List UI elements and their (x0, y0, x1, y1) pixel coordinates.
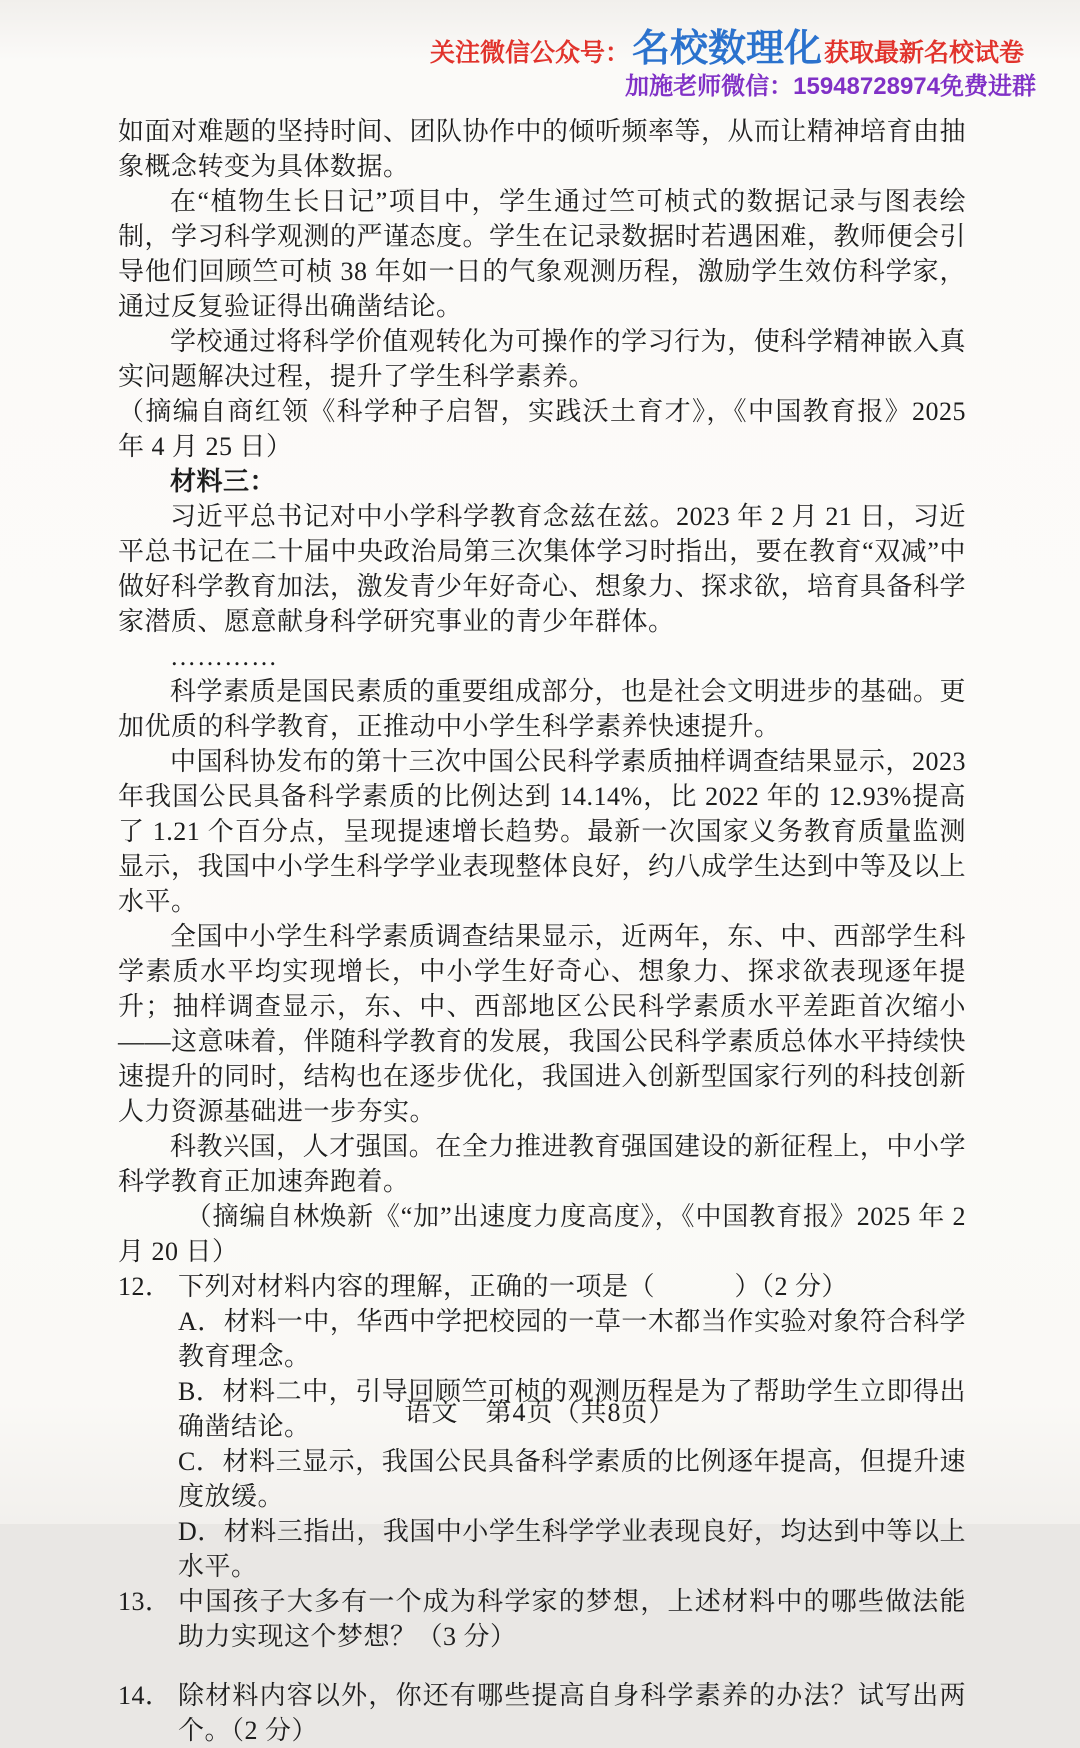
promo-suffix-label: 获取最新名校试卷 (824, 39, 1025, 67)
question-text: 除材料内容以外，你还有哪些提高自身科学素养的办法？试写出两个。（2 分） (178, 1681, 966, 1745)
question (118, 1678, 966, 1748)
promo-prefix-label: 关注微信公众号： (430, 39, 631, 67)
paragraph: 如面对难题的坚持时间、团队协作中的倾听频率等，从而让精神培育由抽象概念转变为具体数据。 (118, 117, 967, 181)
promo-contact-label: 加施老师微信：15948728974免费进群 (625, 73, 1036, 100)
paragraph: 在“植物生长日记”项目中，学生通过竺可桢式的数据记录与图表绘制，学习科学观测的严谨态度。学生在记录数据时若遇困难，教师便会引导他们回顾竺可桢 38 年如一日的气象观测历程，激励学生效仿科学家，通过反复验证得出确凿结论。 (118, 187, 967, 321)
question-number: 12． (118, 1272, 172, 1301)
paragraph: ………… (170, 642, 278, 671)
question-text: 下列对材料内容的理解，正确的一项是（ ）（2 分） (178, 1272, 849, 1301)
document-body (118, 114, 966, 1748)
answer-option: B．材料二中，引导回顾竺可桢的观测历程是为了帮助学生立即得出确凿结论。 (178, 1377, 966, 1441)
paragraph: （摘编自商红领《科学种子启智，实践沃土育才》，《中国教育报》2025 年 4 月 25 日） (118, 397, 966, 461)
page-footer: 语文 第4页（共8页） (404, 1398, 676, 1427)
answer-option: A．材料一中，华西中学把校园的一草一木都当作实验对象符合科学教育理念。 (178, 1307, 966, 1371)
paragraph: 科教兴国，人才强国。在全力推进教育强国建设的新征程上，中小学科学教育正加速奔跑着。 (118, 1132, 966, 1196)
promo-banner-line1 (430, 30, 1024, 69)
paragraph: 学校通过将科学价值观转化为可操作的学习行为，使科学精神嵌入真实问题解决过程，提升了学生科学素养。 (118, 327, 966, 391)
paragraph-list (118, 114, 966, 1269)
paragraph: 习近平总书记对中小学科学教育念兹在兹。2023 年 2 月 21 日，习近平总书记在二十届中央政治局第三次集体学习时指出，要在教育“双减”中做好科学教育加法，激发青少年好奇心、想象力、探求欲，培育具备科学家潜质、愿意献身科学研究事业的青少年群体。 (118, 502, 967, 636)
question-text: 中国孩子大多有一个成为科学家的梦想，上述材料中的哪些做法能助力实现这个梦想？（3 分） (178, 1587, 966, 1651)
promo-brand-label: 名校数理化 (632, 28, 823, 70)
paragraph: （摘编自林焕新《“加”出速度力度高度》，《中国教育报》2025 年 2 月 20 日） (118, 1202, 966, 1266)
answer-option: D．材料三指出，我国中小学生科学学业表现良好，均达到中等以上水平。 (178, 1517, 966, 1581)
question-number: 13． (118, 1587, 172, 1616)
answer-option: C．材料三显示，我国公民具备科学素质的比例逐年提高，但提升速度放缓。 (178, 1447, 966, 1511)
question (118, 1269, 966, 1304)
question (118, 1584, 966, 1654)
paragraph: 材料三： (170, 467, 277, 496)
question-number: 14． (118, 1681, 172, 1710)
paragraph: 全国中小学生科学素质调查结果显示，近两年，东、中、西部学生科学素质水平均实现增长，中小学生好奇心、想象力、探求欲表现逐年提升；抽样调查显示，东、中、西部地区公民科学素质水平差距首次缩小——这意味着，伴随科学教育的发展，我国公民科学素质总体水平持续快速提升的同时，结构也在逐步优化，我国进入创新型国家行列的科技创新人力资源基础进一步夯实。 (118, 922, 967, 1126)
question-list (118, 1269, 966, 1748)
paragraph: 中国科协发布的第十三次中国公民科学素质抽样调查结果显示，2023 年我国公民具备科学素质的比例达到 14.14%，比 2022 年的 12.93%提高了 1.21 个百分点，呈现提速增长趋势。最新一次国家义务教育质量监测显示，我国中小学生科学学业表现整体良好，约八成学生达到中等及以上水平。 (118, 747, 967, 916)
paragraph: 科学素质是国民素质的重要组成部分，也是社会文明进步的基础。更加优质的科学教育，正推动中小学生科学素养快速提升。 (118, 677, 966, 741)
